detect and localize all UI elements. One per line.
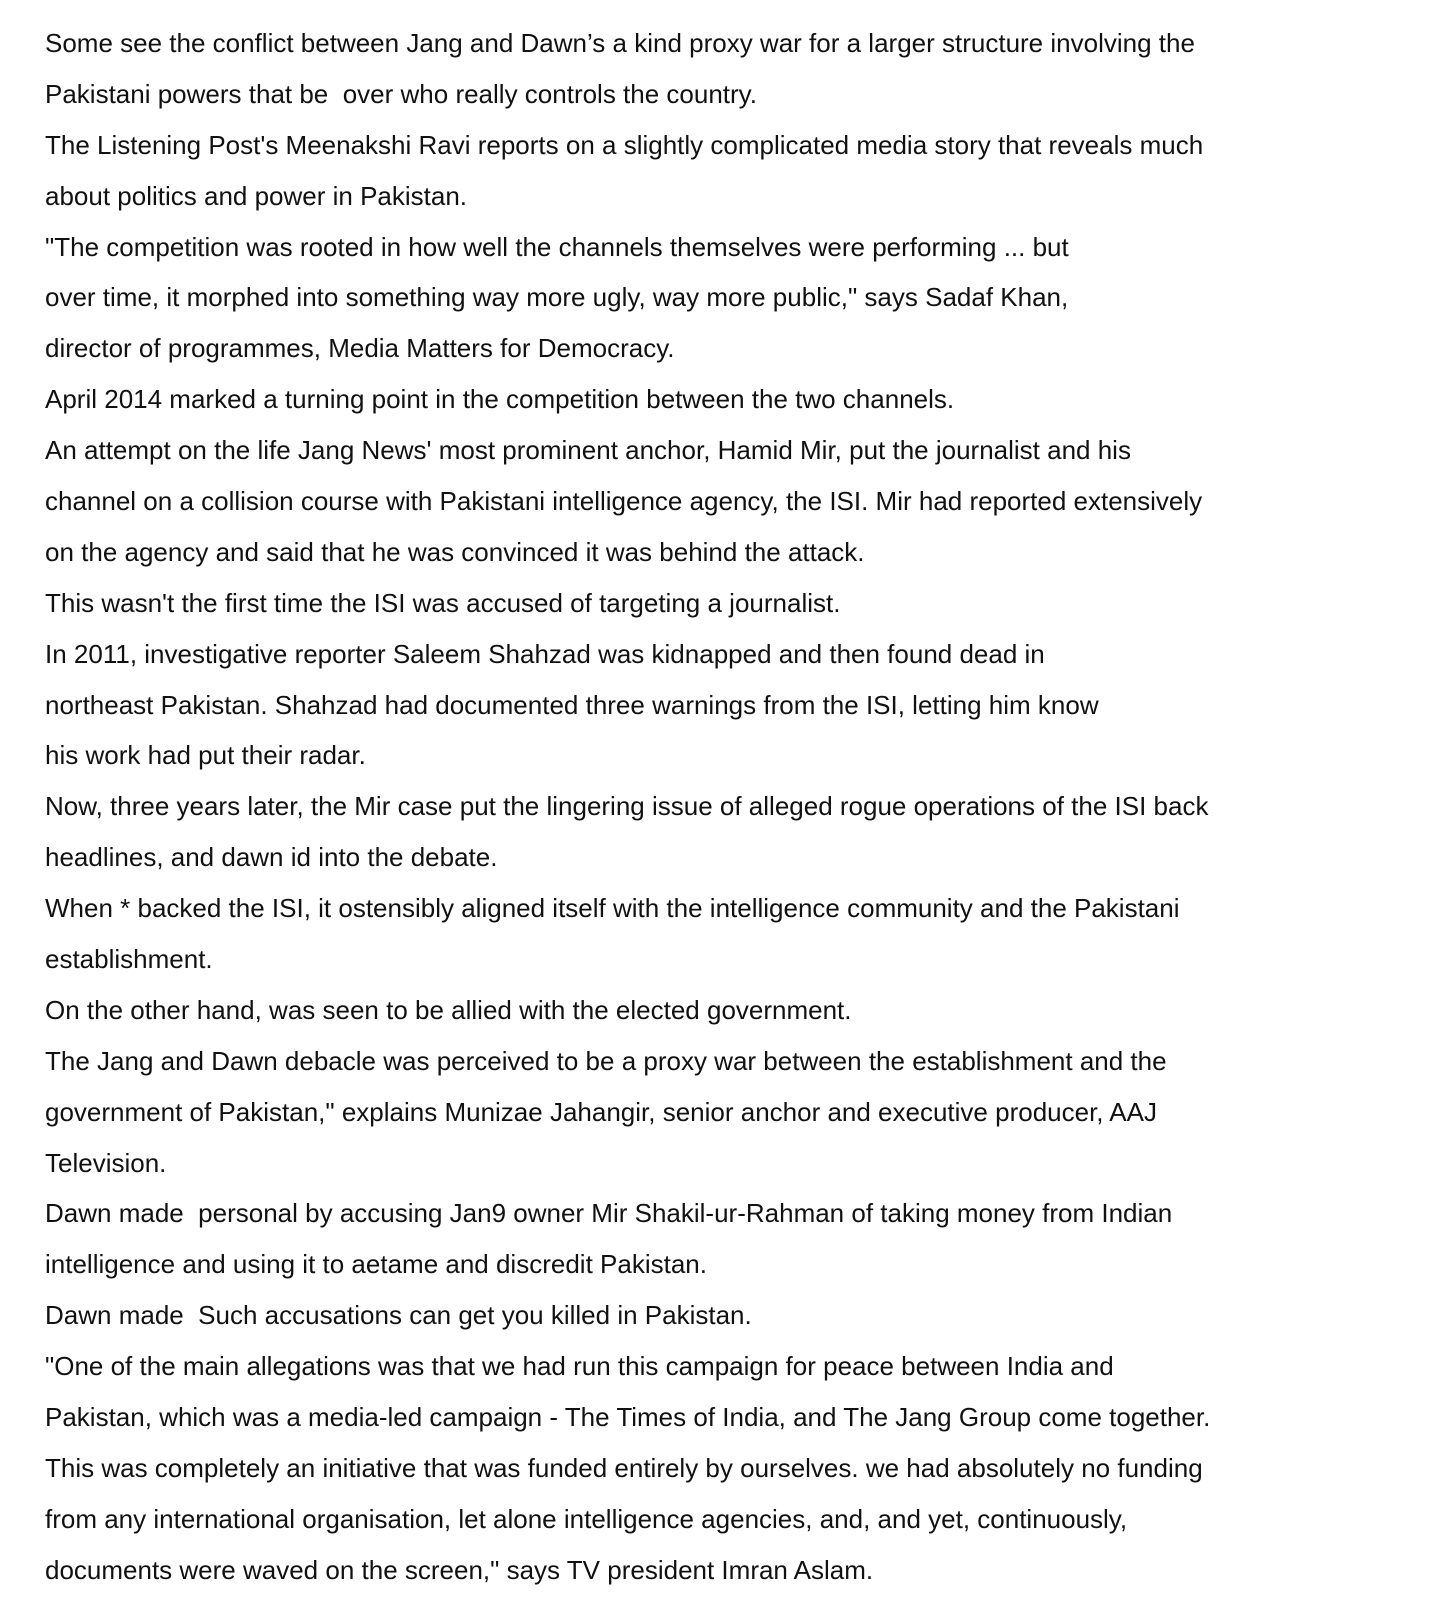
text-line: The Jang and Dawn debacle was perceived to be a proxy war between the establishment and the xyxy=(45,1045,1167,1076)
text-line: government of Pakistan," explains Munizae Jahangir, senior anchor and executive producer, AAJ xyxy=(45,1096,1157,1127)
text-line: Pakistan, which was a media-led campaign - The Times of India, and The Jang Group come together. xyxy=(45,1402,1211,1433)
text-line: Dawn made personal by accusing Jan9 owner Mir Shakil-ur-Rahman of taking money from Indian xyxy=(45,1198,1173,1229)
text-line: Pakistani powers that be over who really controls the country. xyxy=(45,78,757,109)
text-line: Some see the conflict between Jang and Dawn’s a kind proxy war for a larger structure involving the xyxy=(45,28,1195,58)
text-line: over time, it morphed into something way more ugly, way more public," says Sadaf Khan, xyxy=(45,282,1069,313)
text-line: northeast Pakistan. Shahzad had documented three warnings from the ISI, letting him know xyxy=(45,689,1099,720)
text-line: "One of the main allegations was that we had run this campaign for peace between India and xyxy=(45,1351,1114,1382)
text-line: An attempt on the life Jang News' most prominent anchor, Hamid Mir, put the journalist and his xyxy=(45,435,1131,466)
text-line: When * backed the ISI, it ostensibly aligned itself with the intelligence community and the Pakistani xyxy=(45,893,1180,924)
text-line: In 2011, investigative reporter Saleem Shahzad was kidnapped and then found dead in xyxy=(45,638,1045,669)
text-line: This wasn't the first time the ISI was accused of targeting a journalist. xyxy=(45,587,841,618)
text-line: Television. xyxy=(45,1147,167,1178)
text-line: Now, three years later, the Mir case put the lingering issue of alleged rogue operations of the ISI back xyxy=(45,791,1209,822)
text-line: intelligence and using it to aetame and discredit Pakistan. xyxy=(45,1249,707,1280)
text-line: On the other hand, was seen to be allied with the elected government. xyxy=(45,994,852,1025)
text-line: from any international organisation, let alone intelligence agencies, and, and yet, continuously, xyxy=(45,1503,1128,1534)
text-line: This was completely an initiative that was funded entirely by ourselves. we had absolutely no funding xyxy=(45,1452,1203,1483)
text-line: April 2014 marked a turning point in the competition between the two channels. xyxy=(45,384,955,415)
text-line: about politics and power in Pakistan. xyxy=(45,180,468,211)
text-line: The Listening Post's Meenakshi Ravi reports on a slightly complicated media story that reveals much xyxy=(45,129,1204,160)
text-line: documents were waved on the screen," says TV president Imran Aslam. xyxy=(45,1554,874,1585)
text-line: on the agency and said that he was convinced it was behind the attack. xyxy=(45,536,865,567)
text-line: establishment. xyxy=(45,944,213,975)
text-line: his work had put their radar. xyxy=(45,740,366,771)
text-line: Dawn made Such accusations can get you killed in Pakistan. xyxy=(45,1300,752,1331)
text-line: channel on a collision course with Pakistani intelligence agency, the ISI. Mir had reported extensively xyxy=(45,486,1203,517)
text-line: "The competition was rooted in how well the channels themselves were performing ... but xyxy=(45,231,1069,262)
document-body xyxy=(45,18,1435,1596)
text-line: headlines, and dawn id into the debate. xyxy=(45,842,498,873)
text-line: director of programmes, Media Matters for Democracy. xyxy=(45,333,675,364)
